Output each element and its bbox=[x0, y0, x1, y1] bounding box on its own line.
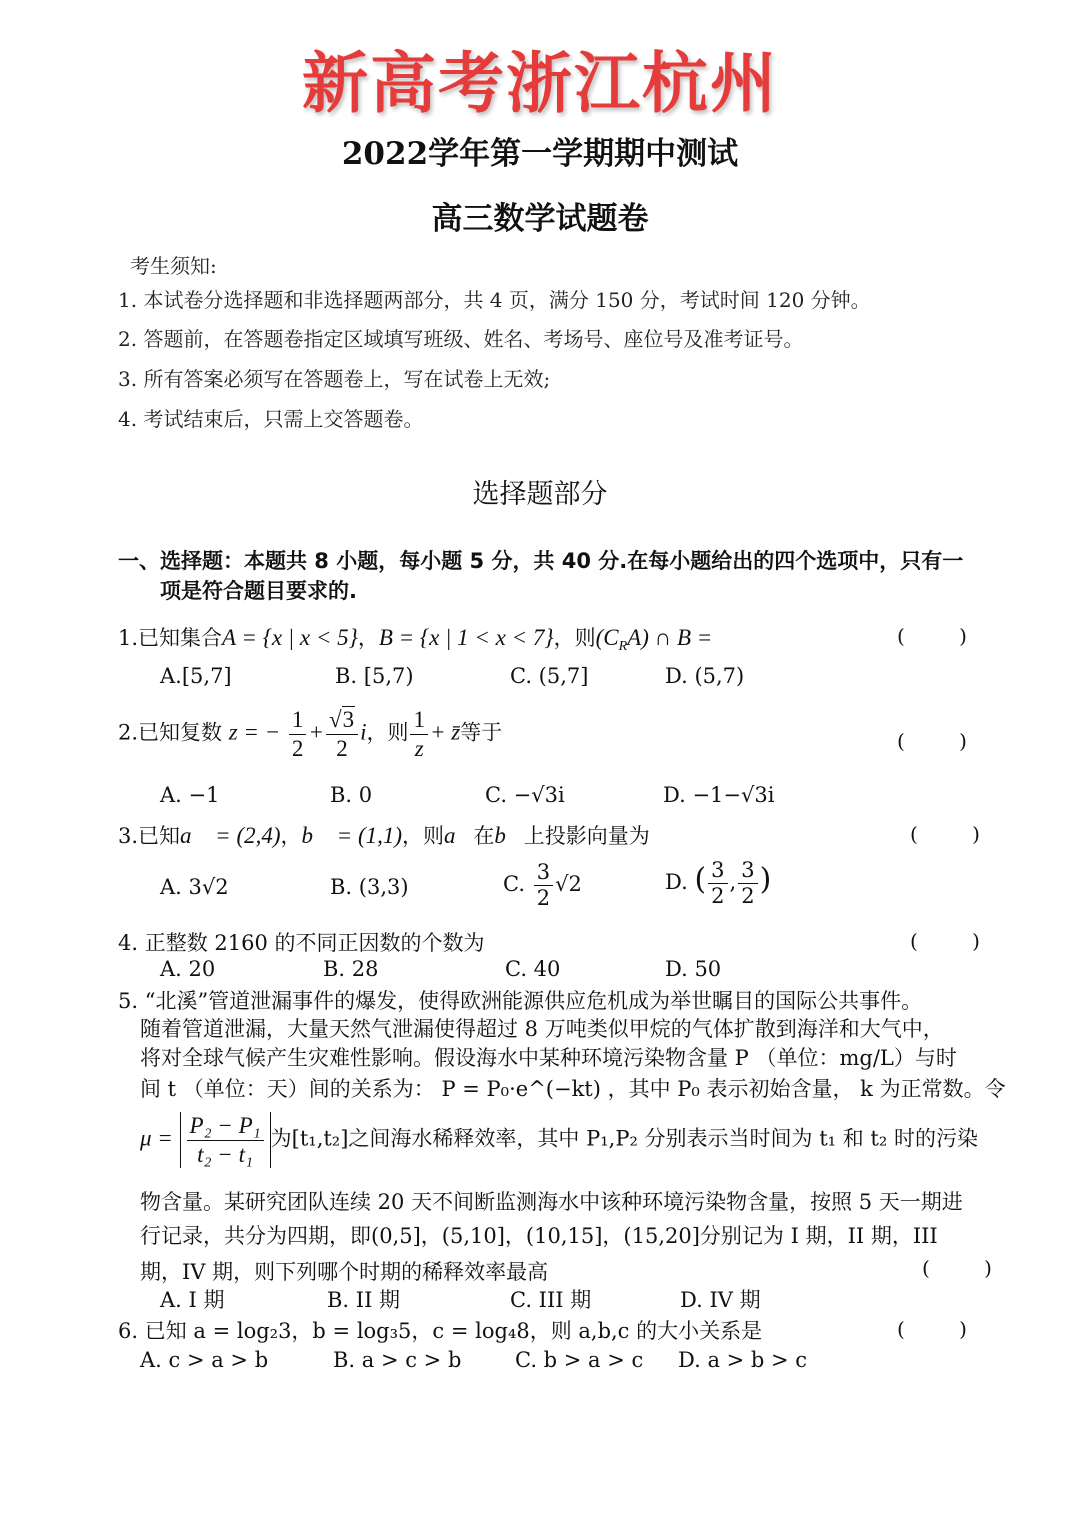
notice-item: 2. 答题前，在答题卷指定区域填写班级、姓名、考场号、座位号及准考证号。 bbox=[118, 327, 804, 351]
fraction: $\frac{3}{2}$ bbox=[738, 858, 757, 909]
option-d: D. 50 bbox=[665, 957, 722, 981]
instruction-line: 一、选择题：本题共 8 小题，每小题 5 分，共 40 分.在每小题给出的四个选项中，只有一 bbox=[118, 549, 964, 573]
fraction: $\frac{1}{2}$ bbox=[289, 706, 307, 762]
option-a: A.[5,7] bbox=[160, 664, 232, 688]
answer-blank: ( ) bbox=[922, 1256, 1016, 1280]
answer-blank: ( ) bbox=[897, 624, 991, 648]
notice-item: 3. 所有答案必须写在答题卷上，写在试卷上无效; bbox=[118, 367, 551, 391]
option-c: C. 40 bbox=[505, 957, 561, 981]
option-d: D. (5,7) bbox=[665, 664, 745, 688]
notice-item: 1. 本试卷分选择题和非选择题两部分，共 4 页，满分 150 分，考试时间 120 分钟。 bbox=[118, 288, 871, 312]
question-5-line: 将对全球气候产生灾难性影响。假设海水中某种环境污染物含量 P （单位：mg/L）与时 bbox=[140, 1046, 957, 1070]
option-c: C. (5,7] bbox=[510, 664, 589, 688]
option-d: D. a > b > c bbox=[678, 1348, 808, 1372]
option-a: A. c > a > b bbox=[140, 1348, 269, 1372]
fraction: $\frac{3}{2}$ bbox=[534, 860, 553, 911]
option-b: B. a > c > b bbox=[333, 1348, 462, 1372]
fraction: $\frac{1}{z}$ bbox=[410, 706, 428, 762]
option-d: D. −1−√3i bbox=[663, 783, 775, 807]
option-b: B. II 期 bbox=[327, 1288, 401, 1312]
option-d: D. ( $\frac{3}{2}$ , $\frac{3}{2}$ ) bbox=[665, 858, 772, 909]
section-title: 选择题部分 bbox=[472, 479, 608, 510]
fraction: $\frac{\text{P₂ − P₁}}{\text{t₂ − t₁}}$ bbox=[187, 1112, 264, 1168]
option-a: A. 3√2 bbox=[160, 875, 229, 899]
question-4: 4. 正整数 2160 的不同正因数的个数为 bbox=[118, 931, 485, 955]
question-5-line: 物含量。某研究团队连续 20 天不间断监测海水中该种环境污染物含量，按照 5 天一期进 bbox=[140, 1190, 963, 1214]
option-b: B. 28 bbox=[323, 957, 379, 981]
answer-blank: ( ) bbox=[897, 1317, 991, 1341]
notice-heading: 考生须知: bbox=[130, 254, 217, 278]
option-c: C. b > a > c bbox=[515, 1348, 644, 1372]
banner-title: 新高考浙江杭州 bbox=[302, 45, 778, 122]
option-a: A. −1 bbox=[160, 783, 220, 807]
exam-subtitle: 高三数学试题卷 bbox=[431, 201, 649, 237]
question-1: 1.已知集合A = {x | x < 5}，B = {x | 1 < x < 7}，则$(C_RA)$ ∩ B = bbox=[118, 625, 713, 655]
answer-blank: ( ) bbox=[910, 929, 1004, 953]
notice-item: 4. 考试结束后，只需上交答题卷。 bbox=[118, 407, 424, 431]
question-5-line: 5. “北溪”管道泄漏事件的爆发，使得欧洲能源供应危机成为举世瞩目的国际公共事件。 bbox=[118, 989, 923, 1013]
option-c: C. −√3i bbox=[485, 783, 565, 807]
question-5-line: 随着管道泄漏，大量天然气泄漏使得超过 8 万吨类似甲烷的气体扩散到海洋和大气中， bbox=[140, 1017, 944, 1041]
question-5-line: 间 t （单位：天）间的关系为： P = P₀·e^(−kt) ，其中 P₀ 表示初始含量， k 为正常数。令 bbox=[140, 1077, 1006, 1101]
option-b: B. 0 bbox=[330, 783, 373, 807]
option-b: B. (3,3) bbox=[330, 875, 409, 899]
question-2: 2.已知复数 z = − $\frac{1}{2}$ + $\frac{√3}{2}$ i，则 $\frac{1}{z}$ + z̄等于 bbox=[118, 707, 503, 761]
answer-blank: ( ) bbox=[910, 822, 1004, 846]
option-a: A. 20 bbox=[160, 957, 216, 981]
question-6: 6. 已知 a = log₂3，b = log₃5，c = log₄8，则 a,b,c 的大小关系是 bbox=[118, 1319, 763, 1343]
option-c: C. $\frac{3}{2}$ √2 bbox=[503, 860, 582, 911]
question-5-formula: μ = $\frac{\text{P₂ − P₁}}{\text{t₂ − t₁}}$ 为[t₁,t₂]之间海水稀释效率，其中 P₁,P₂ 分别表示当时间为 t₁ 和 t₂ 时的污染 bbox=[140, 1113, 978, 1167]
question-3: 3.已知a⃗ = (2,4)，b⃗ = (1,1)，则a⃗在b⃗上投影向量为 bbox=[118, 823, 650, 848]
question-5-line: 行记录，共分为四期，即(0,5]，(5,10]，(10,15]，(15,20]分别记为 I 期，II 期，III bbox=[140, 1224, 938, 1248]
option-a: A. I 期 bbox=[160, 1288, 225, 1312]
instruction-line: 项是符合题目要求的. bbox=[160, 579, 357, 603]
option-c: C. III 期 bbox=[510, 1288, 592, 1312]
fraction: $\frac{√3}{2}$ bbox=[326, 706, 358, 762]
exam-title: 2022学年第一学期期中测试 bbox=[341, 136, 739, 172]
question-5-line: 期，IV 期，则下列哪个时期的稀释效率最高 bbox=[140, 1260, 549, 1284]
option-b: B. [5,7) bbox=[335, 664, 414, 688]
option-d: D. IV 期 bbox=[680, 1288, 761, 1312]
fraction: $\frac{3}{2}$ bbox=[708, 858, 727, 909]
answer-blank: ( ) bbox=[897, 729, 991, 753]
